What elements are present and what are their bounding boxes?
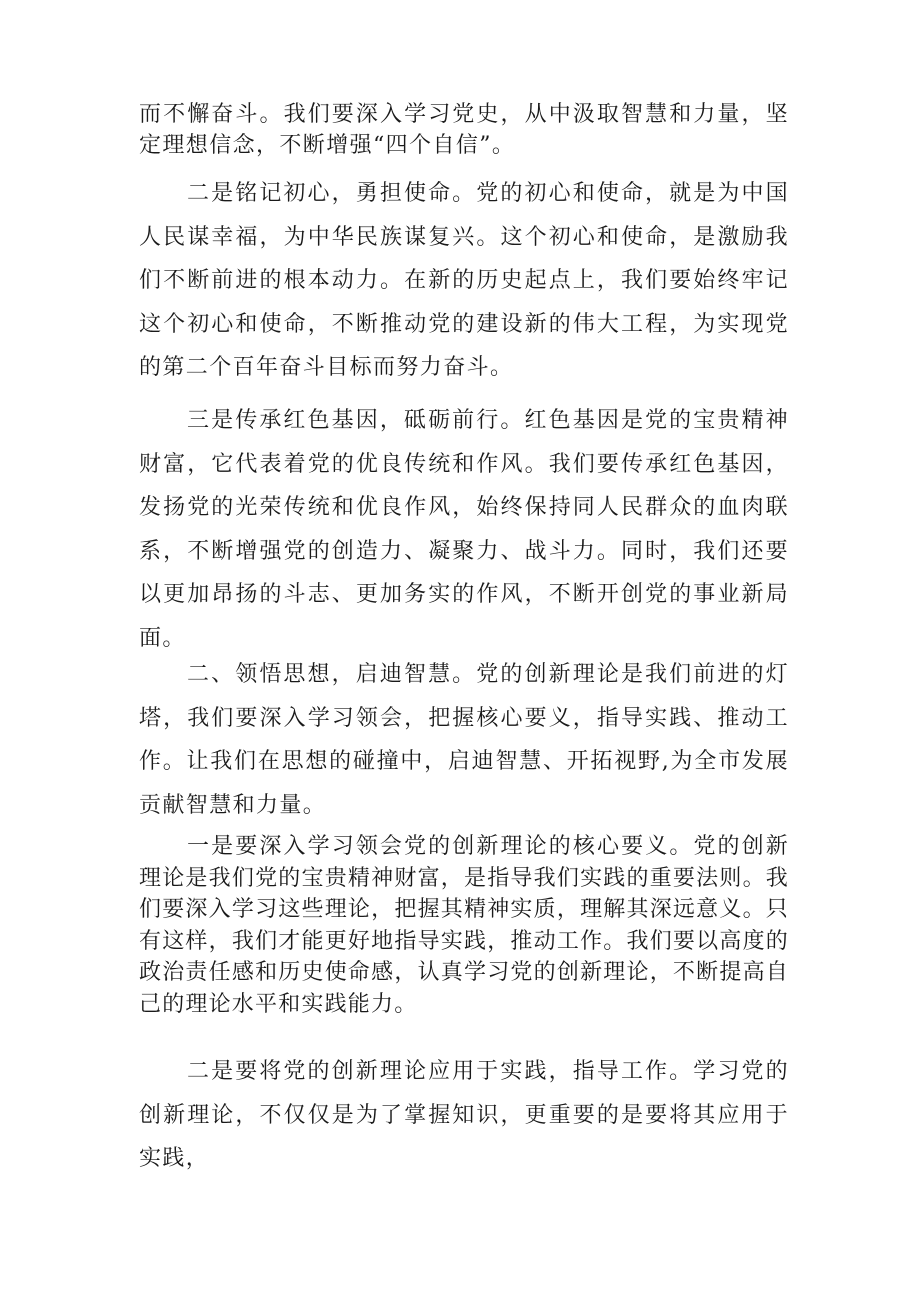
paragraph-section-two-heading: 二、领悟思想，启迪智慧。党的创新理论是我们前进的灯塔，我们要深入学习领会，把握核心要义，指导实践、推动工作。让我们在思想的碰撞中，启迪智慧、开拓视野,为全市发展贡献智慧和力量。 [139, 662, 789, 818]
paragraph-apply-practice: 二是要将党的创新理论应用于实践，指导工作。学习党的创新理论，不仅仅是为了掌握知识，更重要的是要将其应用于实践， [139, 1059, 789, 1171]
paragraph-continuation: 而不懈奋斗。我们要深入学习党史，从中汲取智慧和力量，坚定理想信念，不断增强“四个自信”。 [139, 102, 789, 158]
paragraph-red-genes: 三是传承红色基因，砥砺前行。红色基因是党的宝贵精神财富，它代表着党的优良传统和作风。我们要传承红色基因，发扬党的光荣传统和优良作风，始终保持同人民群众的血肉联系，不断增强党的创造力、凝聚力、战斗力。同时，我们还要以更加昂扬的斗志、更加务实的作风，不断开创党的事业新局面。 [139, 408, 789, 651]
paragraph-core-essence: 一是要深入学习领会党的创新理论的核心要义。党的创新理论是我们党的宝贵精神财富，是指导我们实践的重要法则。我们要深入学习这些理论，把握其精神实质，理解其深远意义。只有这样，我们才能更好地指导实践，推动工作。我们要以高度的政治责任感和历史使命感，认真学习党的创新理论，不断提高自己的理论水平和实践能力。 [139, 834, 789, 1017]
paragraph-remember-mission: 二是铭记初心，勇担使命。党的初心和使命，就是为中国人民谋幸福，为中华民族谋复兴。这个初心和使命，是激励我们不断前进的根本动力。在新的历史起点上，我们要始终牢记这个初心和使命，不断推动党的建设新的伟大工程，为实现党的第二个百年奋斗目标而努力奋斗。 [139, 181, 789, 380]
